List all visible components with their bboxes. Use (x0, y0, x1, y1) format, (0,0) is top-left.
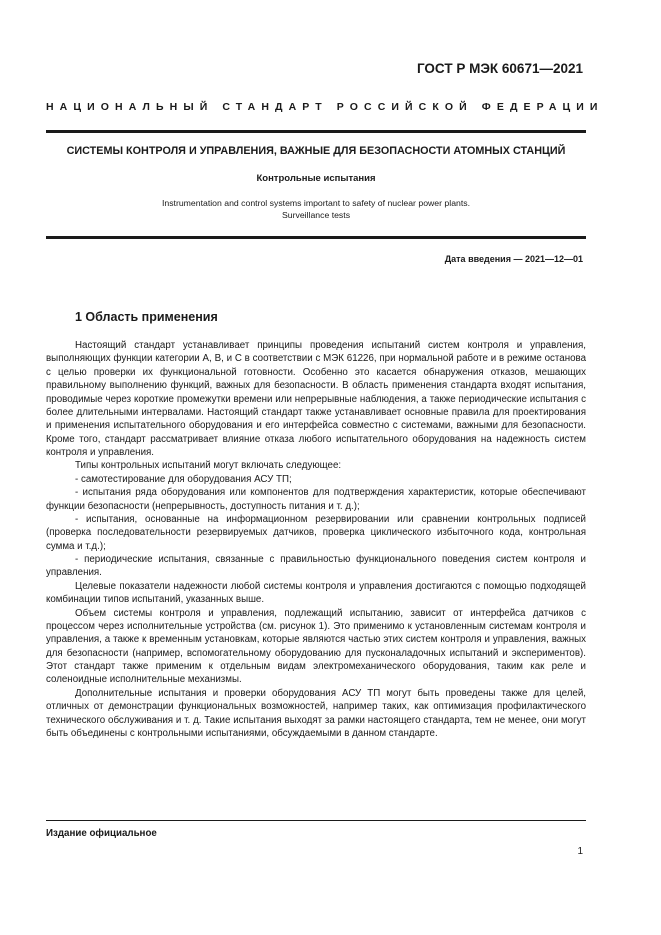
paragraph: Дополнительные испытания и проверки оборудования АСУ ТП могут быть проведены также для целей, отличных от демонстрации функциональных возможностей, например таких, как оптимизация профилактического технического обслуживания и т. д. Такие испытания выходят за рамки настоящего стандарта, тем не менее, они могут быть объединены с контрольными испытаниями, обсуждаемыми в данном стандарте. (46, 687, 586, 739)
english-title (100, 197, 532, 221)
paragraph: Целевые показатели надежности любой системы контроля и управления достигаются с помощью подходящей комбинации типов испытаний, указанных выше. (46, 580, 586, 606)
english-title-line: Instrumentation and control systems important to safety of nuclear power plants. (161, 198, 471, 208)
english-title-line: Surveillance tests (281, 210, 351, 220)
effective-date: Дата введения — 2021—12—01 (444, 254, 583, 264)
list-item: - самотестирование для оборудования АСУ ТП; (75, 473, 292, 485)
paragraph: Типы контрольных испытаний могут включать следующее: (75, 460, 342, 472)
standard-code: ГОСТ Р МЭК 60671—2021 (416, 61, 583, 76)
document-title: СИСТЕМЫ КОНТРОЛЯ И УПРАВЛЕНИЯ, ВАЖНЫЕ ДЛЯ БЕЗОПАСНОСТИ АТОМНЫХ СТАНЦИЙ (66, 145, 566, 157)
paragraph: Настоящий стандарт устанавливает принципы проведения испытаний систем контроля и управления, выполняющих функции категории А, В, и С в соответствии с МЭК 61226, при нормальной работе и в режиме останова с целью проверки их функциональной готовности. Особенно это касается обнаружения отказов, мешающих правильному выполнению функций, важных для безопасности. В область применения стандарта входят испытания, проводимые через короткие промежутки времени или непрерывные наблюдения, а также периодические испытания с более длительными интервалами. Настоящий стандарт также устанавливает основные правила для проектирования и применения испытательного оборудования и его интерфейса совместно с системами, важными для безопасности. Кроме того, стандарт рассматривает влияние отказа любого испытательного оборудования на надежность систем контроля и управления. (46, 340, 586, 458)
title-rule (46, 236, 586, 239)
footer-rule (46, 820, 586, 821)
document-subtitle: Контрольные испытания (256, 173, 376, 184)
header-rule (46, 130, 586, 133)
list-item: - испытания, основанные на информационном резервировании или сравнении контрольных подписей (проверка последовательности резервируемых датчиков, проверка циклического избыточного кода, контрольная сумма и т.д.); (46, 513, 586, 552)
section-body (46, 339, 586, 740)
list-item: - испытания ряда оборудования или компонентов для подтверждения характеристик, которые обеспечивают функции безопасности (непрерывность, доступность питания и т. д.); (46, 487, 586, 512)
list-item: - периодические испытания, связанные с правильностью функционального поведения систем контроля и управления. (46, 554, 586, 579)
paragraph: Объем системы контроля и управления, подлежащий испытанию, зависит от интерфейса датчиков с процессом через исполнительные устройства (см. рисунок 1). Это применимо к установленным системам контроля и управления, а также к временным установкам, которые являются частью этих систем контроля и управления, важных для безопасности (например, вспомогательному оборудованию для пусконаладочных испытаний и экспериментов). Этот стандарт также применим к отдельным видам электромеханического оборудования, таким как реле и соленоидные исполнительные механизмы. (46, 607, 586, 686)
official-edition-label: Издание официальное (46, 828, 157, 839)
national-standard-banner: НАЦИОНАЛЬНЫЙ СТАНДАРТ РОССИЙСКОЙ ФЕДЕРАЦИИ (46, 101, 604, 113)
section-heading: 1 Область применения (75, 310, 218, 324)
page-number: 1 (577, 846, 583, 857)
